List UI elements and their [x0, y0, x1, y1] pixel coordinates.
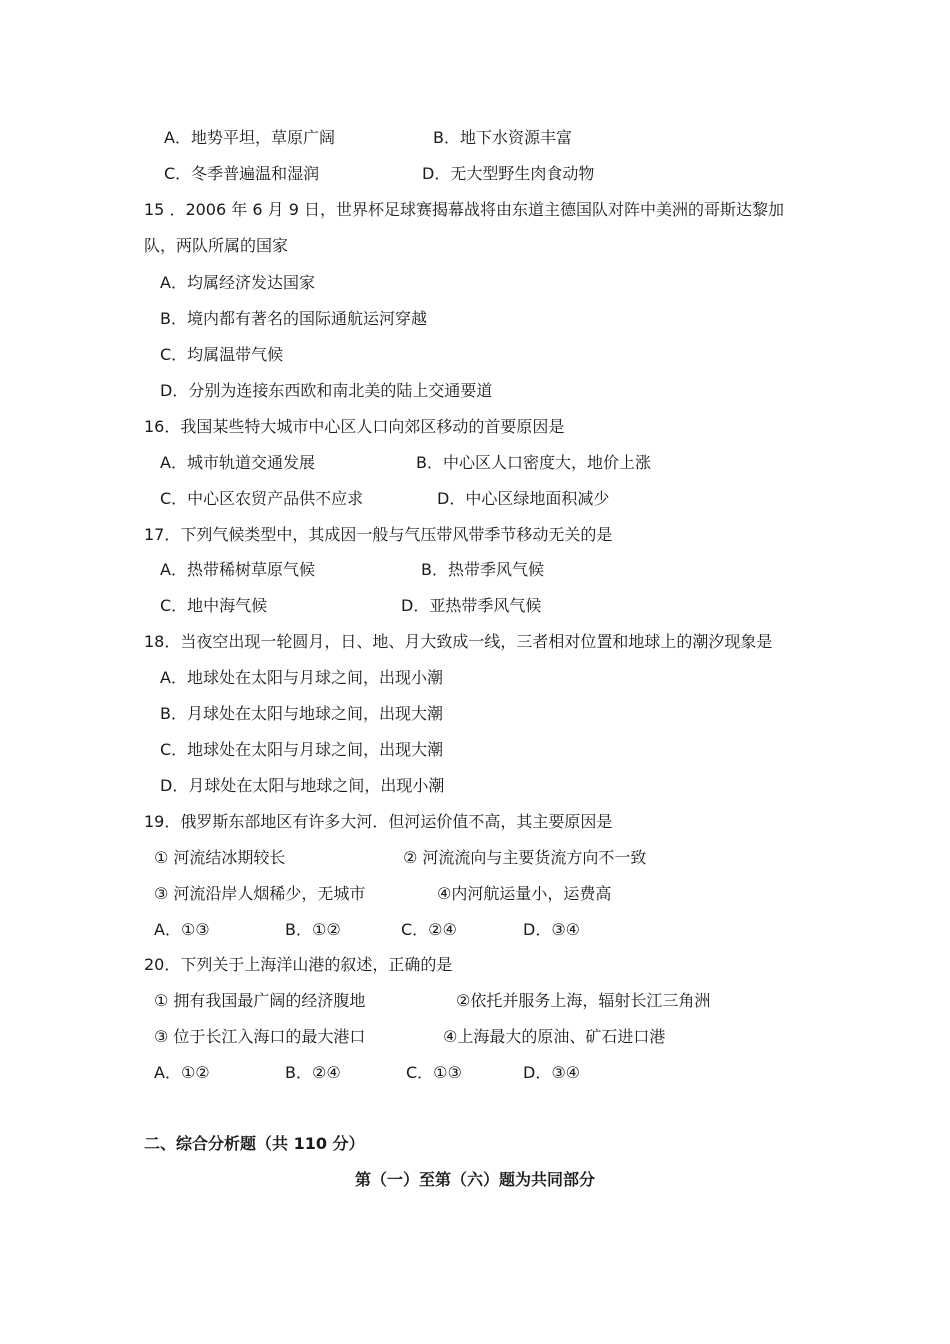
q16-option-a: A．城市轨道交通发展	[160, 453, 315, 472]
section-heading: 二、综合分析题（共 110 分）	[144, 1134, 365, 1153]
q19-option-a: A．①③	[154, 920, 210, 939]
q16-option-b: B．中心区人口密度大，地价上涨	[416, 453, 651, 472]
q14-option-b: B．地下水资源丰富	[433, 128, 572, 147]
q19-option-b: B．①②	[285, 920, 341, 939]
q19-statement-2: ② 河流流向与主要货流方向不一致	[403, 848, 647, 867]
q20-statement-4: ④上海最大的原油、矿石进口港	[443, 1027, 666, 1046]
q15-stem-line1: 15 ．2006 年 6 月 9 日，世界杯足球赛揭幕战将由东道主德国队对阵中美洲的哥斯达黎加	[144, 200, 784, 219]
q18-option-d: D．月球处在太阳与地球之间，出现小潮	[160, 776, 445, 795]
q15-option-a: A．均属经济发达国家	[160, 273, 315, 292]
q20-option-b: B．②④	[285, 1063, 341, 1082]
q15-option-c: C．均属温带气候	[160, 345, 284, 364]
q15-stem-line2: 队，两队所属的国家	[144, 236, 289, 255]
q14-option-d: D．无大型野生肉食动物	[422, 164, 595, 183]
q20-option-d: D．③④	[523, 1063, 581, 1082]
q17-option-b: B．热带季风气候	[421, 560, 544, 579]
q16-option-d: D．中心区绿地面积减少	[437, 489, 610, 508]
q20-option-c: C．①③	[406, 1063, 462, 1082]
section-subheading: 第（一）至第（六）题为共同部分	[354, 1170, 595, 1189]
q18-option-b: B．月球处在太阳与地球之间，出现大潮	[160, 704, 443, 723]
q17-stem: 17．下列气候类型中，其成因一般与气压带风带季节移动无关的是	[144, 525, 613, 544]
q17-option-d: D．亚热带季风气候	[401, 596, 542, 615]
q19-statement-3: ③ 河流沿岸人烟稀少，无城市	[154, 884, 366, 903]
q18-option-a: A．地球处在太阳与月球之间，出现小潮	[160, 668, 443, 687]
q18-stem: 18．当夜空出现一轮圆月，日、地、月大致成一线，三者相对位置和地球上的潮汐现象是	[144, 632, 773, 651]
q17-option-a: A．热带稀树草原气候	[160, 560, 315, 579]
q18-option-c: C．地球处在太阳与月球之间，出现大潮	[160, 740, 444, 759]
q20-statement-3: ③ 位于长江入海口的最大港口	[154, 1027, 366, 1046]
q19-option-c: C．②④	[401, 920, 457, 939]
q15-option-d: D．分别为连接东西欧和南北美的陆上交通要道	[160, 381, 493, 400]
q17-option-c: C．地中海气候	[160, 596, 268, 615]
q16-option-c: C．中心区农贸产品供不应求	[160, 489, 364, 508]
q19-stem: 19．俄罗斯东部地区有许多大河．但河运价值不高，其主要原因是	[144, 812, 613, 831]
q20-statement-2: ②依托并服务上海，辐射长江三角洲	[456, 991, 711, 1010]
q16-stem: 16．我国某些特大城市中心区人口向郊区移动的首要原因是	[144, 417, 565, 436]
q20-statement-1: ① 拥有我国最广阔的经济腹地	[154, 991, 366, 1010]
q20-option-a: A．①②	[154, 1063, 210, 1082]
q15-option-b: B．境内都有著名的国际通航运河穿越	[160, 309, 427, 328]
q20-stem: 20．下列关于上海洋山港的叙述，正确的是	[144, 955, 453, 974]
q14-option-c: C．冬季普遍温和湿润	[164, 164, 320, 183]
q19-statement-1: ① 河流结冰期较长	[154, 848, 286, 867]
q19-option-d: D．③④	[523, 920, 581, 939]
q19-statement-4: ④内河航运量小，运费高	[437, 884, 612, 903]
q14-option-a: A．地势平坦，草原广阔	[164, 128, 335, 147]
